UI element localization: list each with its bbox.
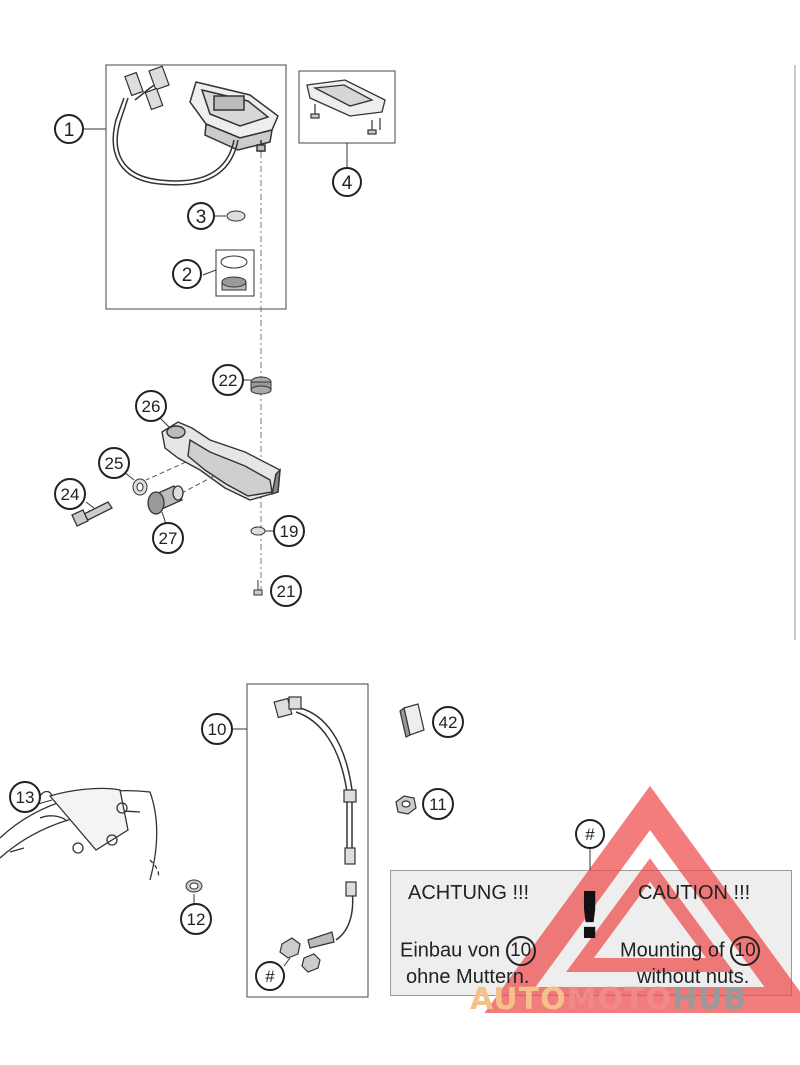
callout-3-label: 3 — [195, 207, 207, 228]
callout-24-label: 24 — [60, 485, 80, 504]
callout-2-label: 2 — [181, 265, 193, 286]
caution-english-title: CAUTION !!! — [638, 882, 751, 904]
callout-4-label: 4 — [341, 173, 353, 194]
watermark-text — [470, 982, 747, 1017]
callout-11-label: 11 — [429, 795, 447, 814]
caution-german-line1 — [400, 936, 536, 966]
caution-german-ref: 10 — [506, 936, 536, 966]
caution-english-line1-text: Mounting of — [620, 939, 725, 962]
callout-21-label: 21 — [276, 582, 296, 601]
callout-1-label: 1 — [63, 120, 75, 141]
caution-german-line1-text: Einbau von — [400, 939, 501, 962]
caution-german-line2: ohne Muttern. — [406, 966, 530, 988]
callout-26-label: 26 — [141, 397, 161, 416]
watermark-part-moto: MOTO — [566, 982, 672, 1017]
watermark-part-auto: AUTO — [470, 982, 567, 1017]
callout-hash-bottom-label: # — [265, 967, 275, 986]
caution-english-ref: 10 — [730, 936, 760, 966]
callout-13-label: 13 — [15, 788, 35, 807]
callout-hash-top — [576, 820, 604, 848]
watermark-part-hub: HUB — [671, 982, 748, 1017]
callout-27-label: 27 — [158, 529, 178, 548]
caution-exclamation-mark: ! — [575, 880, 605, 954]
callout-hash-top-label: # — [585, 825, 595, 844]
caution-english-line2: without nuts. — [637, 966, 750, 988]
callout-19-label: 19 — [279, 522, 299, 541]
callout-10-label: 10 — [207, 720, 227, 739]
caution-english-line1 — [620, 936, 760, 966]
callout-42-label: 42 — [438, 713, 458, 732]
callout-12-label: 12 — [186, 910, 206, 929]
caution-german-title: ACHTUNG !!! — [408, 882, 530, 904]
callout-25-label: 25 — [104, 454, 124, 473]
callout-22-label: 22 — [218, 371, 238, 390]
